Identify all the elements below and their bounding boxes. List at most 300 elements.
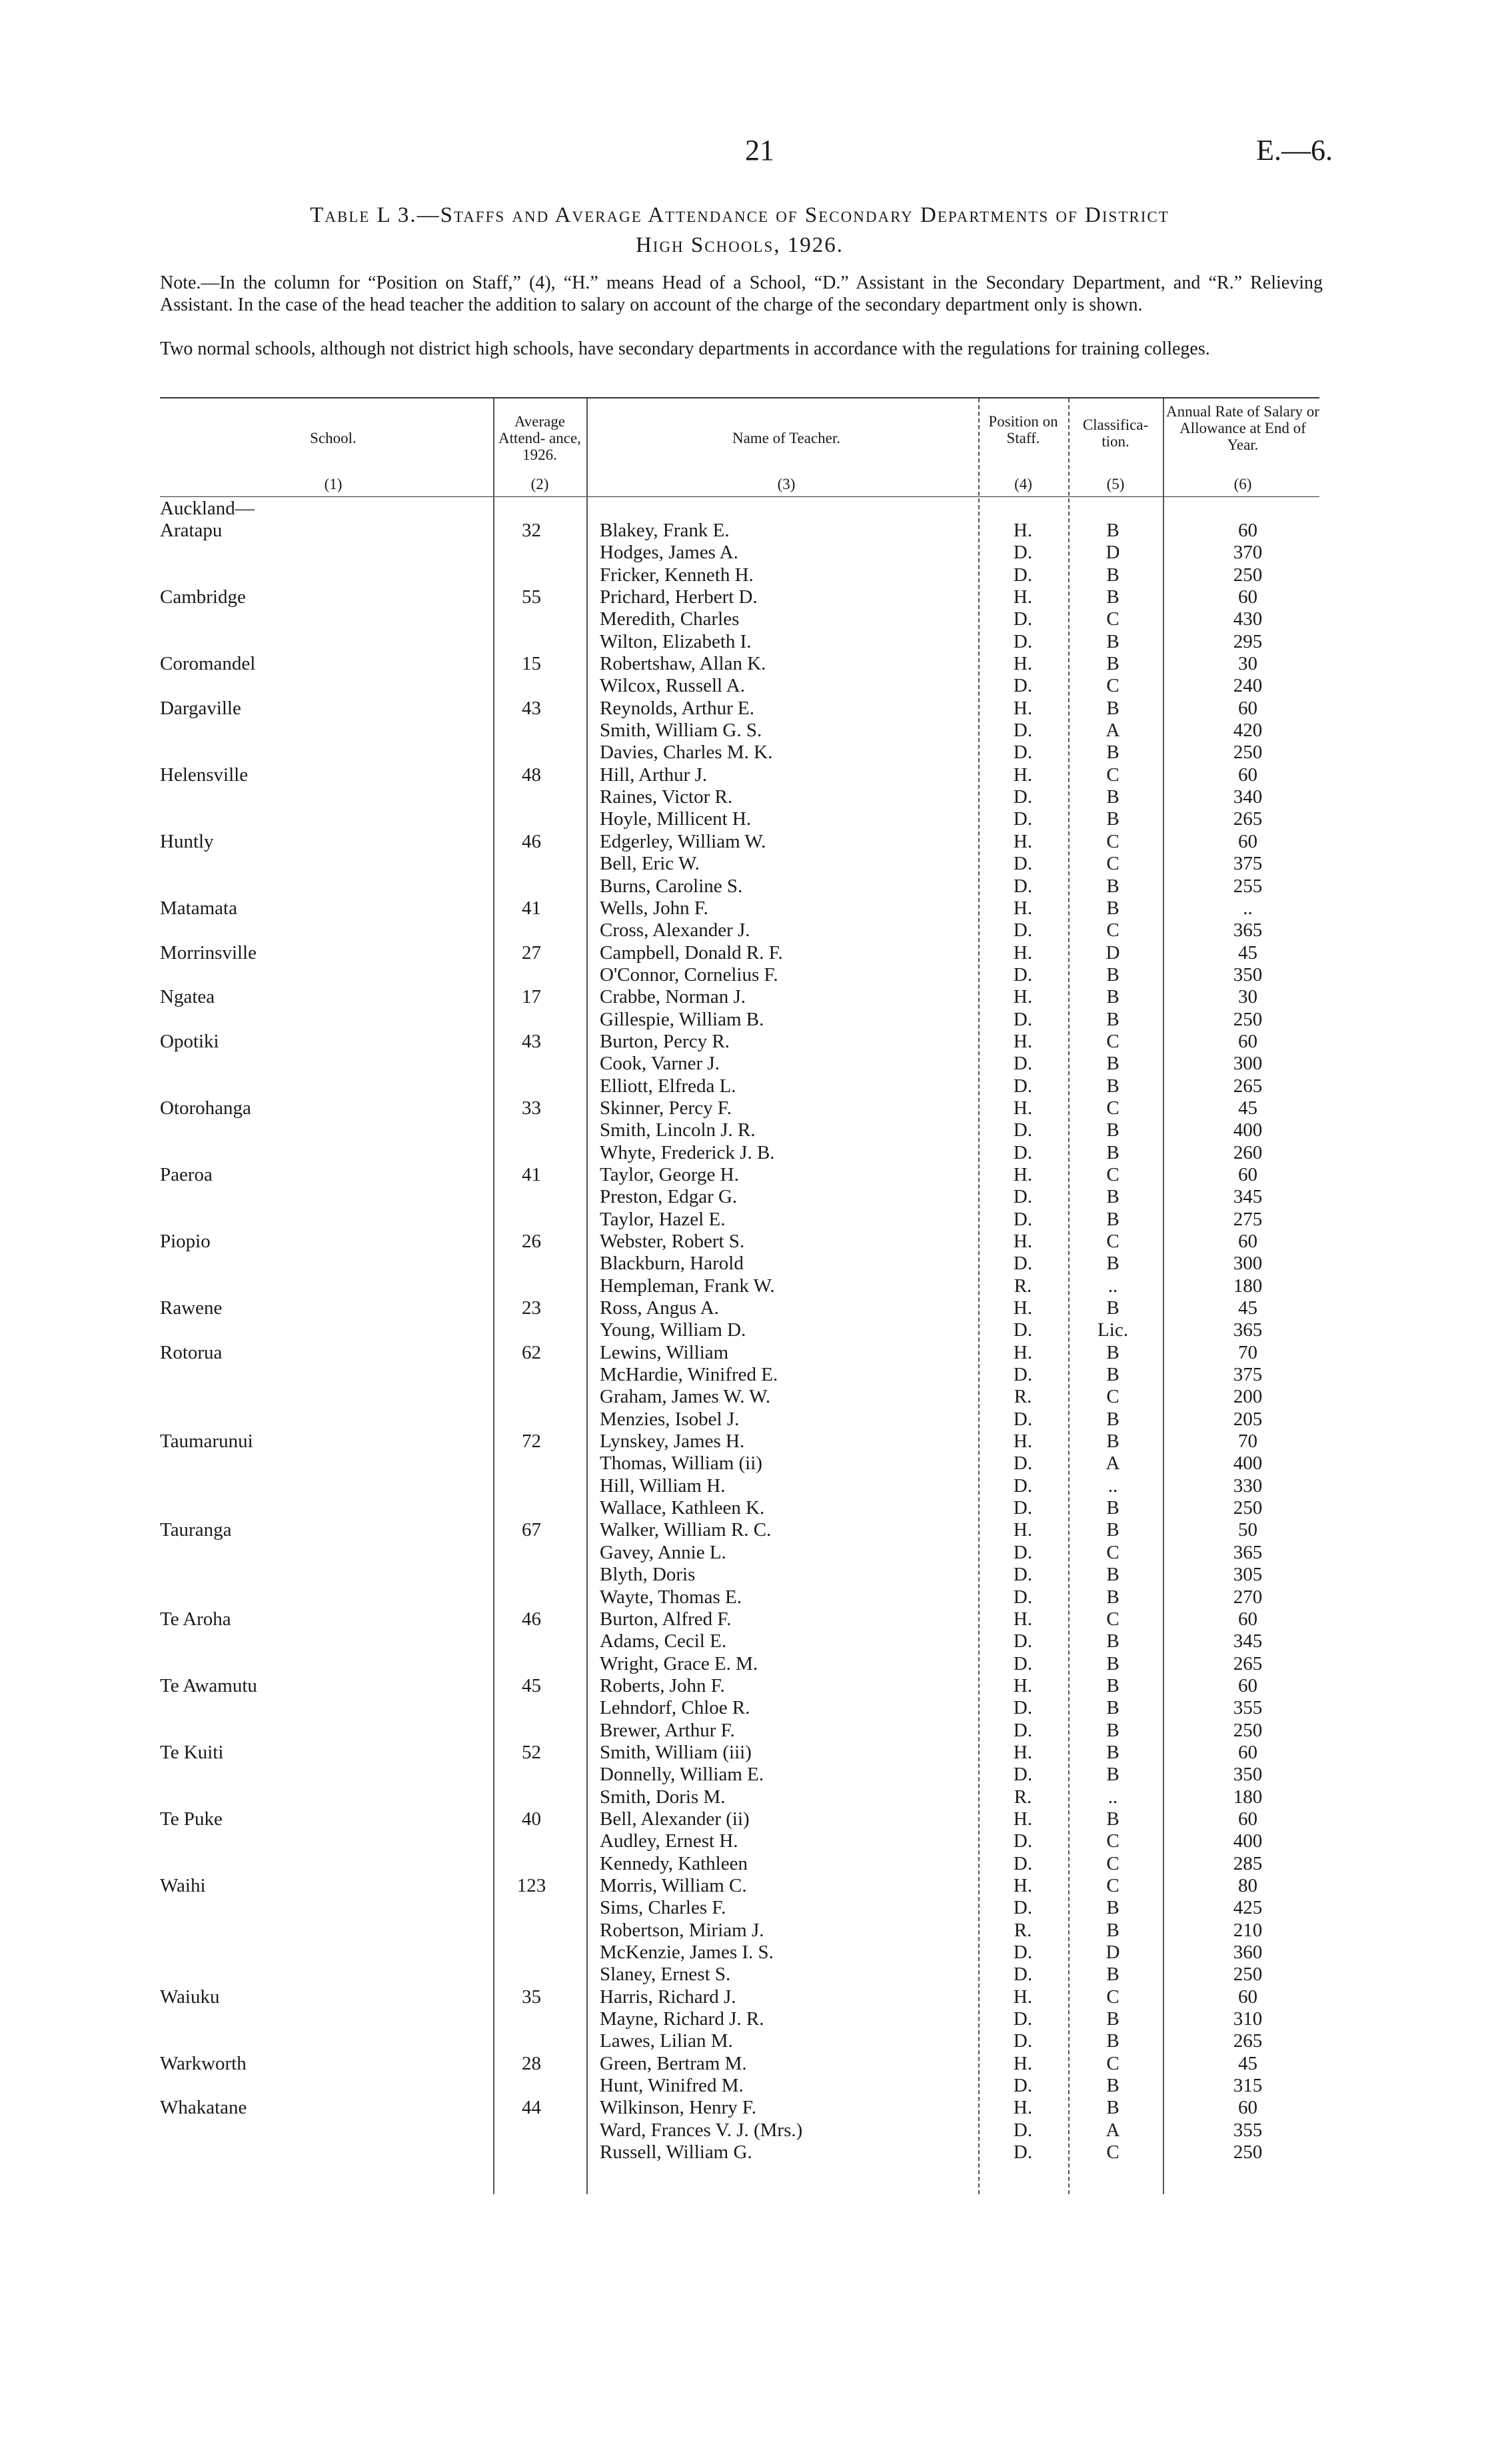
position-on-staff: D. xyxy=(1013,1852,1033,1874)
classification: B xyxy=(1106,1341,1120,1363)
table-row xyxy=(160,1386,1319,1408)
table-row xyxy=(160,1497,1319,1519)
header-school: School. xyxy=(310,430,357,446)
position-on-staff: D. xyxy=(1013,1541,1033,1563)
teacher-name: Wells, John F. xyxy=(600,897,708,919)
position-on-staff: H. xyxy=(1013,1986,1033,2008)
salary: 300 xyxy=(1233,1053,1263,1075)
school-name: Ngatea xyxy=(160,986,215,1008)
salary: 250 xyxy=(1233,742,1263,764)
table-row xyxy=(160,1319,1319,1341)
teacher-name: Donnelly, William E. xyxy=(600,1764,764,1786)
classification: C xyxy=(1106,1986,1120,2008)
classification: C xyxy=(1106,1541,1120,1563)
salary: 265 xyxy=(1233,2030,1263,2052)
table-title: Table L 3.—Staffs and Average Attendance of Secondary Departments of District xyxy=(310,203,1169,227)
school-name: Morrinsville xyxy=(160,941,257,963)
teacher-name: Menzies, Isobel J. xyxy=(600,1408,740,1430)
average-attendance: 17 xyxy=(522,986,541,1008)
table-row xyxy=(160,1942,1319,1964)
table-row xyxy=(160,1075,1319,1097)
table-row xyxy=(160,1053,1319,1075)
position-on-staff: R. xyxy=(1014,1275,1032,1297)
table-row xyxy=(160,2120,1319,2142)
classification: B xyxy=(1106,1186,1120,1208)
classification: D xyxy=(1106,542,1120,564)
table-note: Note.—In the column for “Position on Staff,” (4), “H.” means Head of a School, “D.” Assistant in the Secondary Department, and “R.” Relieving Assistant. In the case of the head teacher the addition to salary on account of the charge of the secondary department only is shown. xyxy=(160,273,1323,315)
table-row xyxy=(160,1186,1319,1208)
region-heading: Auckland— xyxy=(160,498,255,519)
salary: 205 xyxy=(1233,1408,1263,1430)
classification: B xyxy=(1106,1141,1120,1163)
teacher-name: Taylor, George H. xyxy=(600,1163,739,1185)
teacher-name: Prichard, Herbert D. xyxy=(600,586,758,608)
school-name: Paeroa xyxy=(160,1163,213,1185)
position-on-staff: D. xyxy=(1013,808,1033,830)
table-row xyxy=(160,2030,1319,2052)
teacher-name: Kennedy, Kathleen xyxy=(600,1852,748,1874)
teacher-name: Skinner, Percy F. xyxy=(600,1097,732,1119)
school-name: Rotorua xyxy=(160,1341,223,1363)
salary: 70 xyxy=(1238,1431,1257,1453)
teacher-name: Young, William D. xyxy=(600,1319,746,1341)
average-attendance: 43 xyxy=(522,1030,541,1052)
table-row xyxy=(160,1097,1319,1119)
position-on-staff: D. xyxy=(1013,1475,1033,1497)
salary: 400 xyxy=(1233,1830,1263,1852)
teacher-name: O'Connor, Cornelius F. xyxy=(600,963,778,985)
position-on-staff: D. xyxy=(1013,2142,1033,2163)
table-row xyxy=(160,1364,1319,1386)
teacher-name: Smith, Doris M. xyxy=(600,1786,726,1808)
position-on-staff: D. xyxy=(1013,608,1033,630)
salary: 45 xyxy=(1238,1097,1257,1119)
school-name: Opotiki xyxy=(160,1030,219,1052)
table-row xyxy=(160,1409,1319,1431)
salary: 250 xyxy=(1233,1497,1263,1519)
average-attendance: 46 xyxy=(522,830,541,852)
salary: 250 xyxy=(1233,1008,1263,1030)
table-row xyxy=(160,1720,1319,1742)
table-row xyxy=(160,853,1319,875)
classification: B xyxy=(1106,2097,1120,2119)
teacher-name: Roberts, John F. xyxy=(600,1674,725,1696)
table-row xyxy=(160,1742,1319,1764)
position-on-staff: H. xyxy=(1013,986,1033,1008)
teacher-name: Hill, Arthur J. xyxy=(600,764,708,786)
teacher-name: Whyte, Frederick J. B. xyxy=(600,1141,775,1163)
position-on-staff: D. xyxy=(1013,2075,1033,2097)
classification: B xyxy=(1106,1630,1120,1652)
table-row xyxy=(160,920,1319,941)
teacher-name: Lynskey, James H. xyxy=(600,1431,745,1453)
table-row xyxy=(160,520,1319,542)
classification: Lic. xyxy=(1098,1319,1128,1341)
salary: 400 xyxy=(1233,1453,1263,1475)
salary: 180 xyxy=(1233,1275,1263,1297)
position-on-staff: H. xyxy=(1013,697,1033,719)
classification: B xyxy=(1106,986,1120,1008)
classification: B xyxy=(1106,1674,1120,1696)
average-attendance: 26 xyxy=(522,1231,541,1252)
position-on-staff: D. xyxy=(1013,1364,1033,1386)
position-on-staff: H. xyxy=(1013,1431,1033,1453)
classification: B xyxy=(1106,1519,1120,1541)
school-name: Te Awamutu xyxy=(160,1674,257,1696)
table-row xyxy=(160,564,1319,586)
classification: B xyxy=(1106,808,1120,830)
salary: 330 xyxy=(1233,1475,1263,1497)
position-on-staff: D. xyxy=(1013,720,1033,742)
position-on-staff: D. xyxy=(1013,1630,1033,1652)
position-on-staff: D. xyxy=(1013,1186,1033,1208)
table-note-normal-schools: Two normal schools, although not district high schools, have secondary departments in accordance with the regulations for training colleges. xyxy=(160,338,1210,359)
table-row xyxy=(160,720,1319,742)
salary: 375 xyxy=(1233,853,1263,875)
classification: B xyxy=(1106,1697,1120,1719)
page-number: 21 xyxy=(745,134,774,167)
classification: B xyxy=(1106,875,1120,897)
table-row xyxy=(160,1630,1319,1652)
position-on-staff: H. xyxy=(1013,1874,1033,1896)
salary: 45 xyxy=(1238,2052,1257,2074)
classification: B xyxy=(1106,1075,1120,1097)
position-on-staff: H. xyxy=(1013,1297,1033,1319)
school-name: Tauranga xyxy=(160,1519,232,1541)
classification: B xyxy=(1106,520,1120,541)
salary: 60 xyxy=(1238,520,1257,541)
average-attendance: 27 xyxy=(522,941,541,963)
school-name: Warkworth xyxy=(160,2052,247,2074)
classification: C xyxy=(1106,2052,1120,2074)
position-on-staff: H. xyxy=(1013,1097,1033,1119)
position-on-staff: D. xyxy=(1013,1319,1033,1341)
salary: 425 xyxy=(1233,1897,1263,1919)
position-on-staff: D. xyxy=(1013,1453,1033,1475)
position-on-staff: D. xyxy=(1013,742,1033,764)
salary: 345 xyxy=(1233,1630,1263,1652)
position-on-staff: D. xyxy=(1013,1564,1033,1586)
salary: 60 xyxy=(1238,1986,1257,2008)
table-row xyxy=(160,1542,1319,1564)
salary: 365 xyxy=(1233,1319,1263,1341)
average-attendance: 55 xyxy=(522,586,541,608)
teacher-name: Campbell, Donald R. F. xyxy=(600,941,783,963)
table-row xyxy=(160,1231,1319,1253)
average-attendance: 62 xyxy=(522,1341,541,1363)
teacher-name: Reynolds, Arthur E. xyxy=(600,697,754,719)
classification: C xyxy=(1106,764,1120,786)
table-row xyxy=(160,608,1319,630)
position-on-staff: R. xyxy=(1014,1386,1032,1408)
salary: 250 xyxy=(1233,564,1263,586)
position-on-staff: H. xyxy=(1013,1808,1033,1830)
position-on-staff: H. xyxy=(1013,1519,1033,1541)
average-attendance: 46 xyxy=(522,1608,541,1630)
position-on-staff: R. xyxy=(1014,1919,1032,1941)
table-row xyxy=(160,1031,1319,1053)
header-position: Position on Staff. xyxy=(988,413,1058,446)
classification: C xyxy=(1106,1874,1120,1896)
table-row xyxy=(160,1431,1319,1453)
table-row xyxy=(160,586,1319,608)
table-row xyxy=(160,1608,1319,1630)
teacher-name: McHardie, Winifred E. xyxy=(600,1364,778,1386)
salary: 30 xyxy=(1238,653,1257,675)
table-row xyxy=(160,1119,1319,1141)
average-attendance: 40 xyxy=(522,1808,541,1830)
teacher-name: Smith, Lincoln J. R. xyxy=(600,1119,756,1141)
school-name: Dargaville xyxy=(160,697,241,719)
position-on-staff: D. xyxy=(1013,1942,1033,1963)
salary: 260 xyxy=(1233,1141,1263,1163)
position-on-staff: H. xyxy=(1013,2052,1033,2074)
salary: 355 xyxy=(1233,1697,1263,1719)
table-row xyxy=(160,2075,1319,2097)
classification: .. xyxy=(1108,1786,1118,1808)
average-attendance: 123 xyxy=(516,1874,546,1896)
table-row xyxy=(160,808,1319,830)
school-name: Rawene xyxy=(160,1297,223,1319)
teacher-name: Gavey, Annie L. xyxy=(600,1541,726,1563)
classification: C xyxy=(1106,1163,1120,1185)
classification: B xyxy=(1106,2008,1120,2030)
position-on-staff: H. xyxy=(1013,1674,1033,1696)
classification: D xyxy=(1106,1942,1120,1963)
classification: B xyxy=(1106,1431,1120,1453)
classification: B xyxy=(1106,1897,1120,1919)
teacher-name: Bell, Alexander (ii) xyxy=(600,1808,750,1830)
table-row xyxy=(160,876,1319,898)
classification: A xyxy=(1106,1453,1120,1475)
classification: B xyxy=(1106,1719,1120,1741)
salary: 295 xyxy=(1233,630,1263,652)
position-on-staff: D. xyxy=(1013,1697,1033,1719)
table-row xyxy=(160,1986,1319,2008)
classification: B xyxy=(1106,697,1120,719)
salary: 45 xyxy=(1238,941,1257,963)
table-row xyxy=(160,964,1319,986)
salary: 60 xyxy=(1238,697,1257,719)
school-name: Waiuku xyxy=(160,1986,220,2008)
teacher-name: Taylor, Hazel E. xyxy=(600,1208,726,1230)
classification: C xyxy=(1106,1030,1120,1052)
classification: B xyxy=(1106,1586,1120,1608)
table-row xyxy=(160,631,1319,653)
classification: B xyxy=(1106,2075,1120,2097)
header-bottom-rule xyxy=(160,496,1319,497)
classification: C xyxy=(1106,675,1120,697)
salary: 365 xyxy=(1233,1541,1263,1563)
table-row xyxy=(160,1164,1319,1186)
classification: .. xyxy=(1108,1475,1118,1497)
table-row xyxy=(160,1808,1319,1830)
classification: C xyxy=(1106,1097,1120,1119)
teacher-name: Sims, Charles F. xyxy=(600,1897,726,1919)
classification: C xyxy=(1106,1386,1120,1408)
teacher-name: Fricker, Kenneth H. xyxy=(600,564,754,586)
classification: B xyxy=(1106,1208,1120,1230)
average-attendance: 44 xyxy=(522,2097,541,2119)
salary: 350 xyxy=(1233,963,1263,985)
classification: B xyxy=(1106,1741,1120,1763)
classification: B xyxy=(1106,1119,1120,1141)
table-row xyxy=(160,675,1319,697)
salary: 45 xyxy=(1238,1297,1257,1319)
classification: B xyxy=(1106,653,1120,675)
salary: 285 xyxy=(1233,1852,1263,1874)
teacher-name: Wilcox, Russell A. xyxy=(600,675,745,697)
salary: 180 xyxy=(1233,1786,1263,1808)
salary: 305 xyxy=(1233,1564,1263,1586)
average-attendance: 52 xyxy=(522,1741,541,1763)
table-row xyxy=(160,1853,1319,1875)
table-row xyxy=(160,1564,1319,1586)
position-on-staff: H. xyxy=(1013,1030,1033,1052)
header-salary: Annual Rate of Salary or Allowance at End of Year. xyxy=(1166,403,1319,453)
position-on-staff: D. xyxy=(1013,1208,1033,1230)
salary: .. xyxy=(1243,897,1253,919)
classification: B xyxy=(1106,1919,1120,1941)
table-row xyxy=(160,698,1319,720)
classification: C xyxy=(1106,1830,1120,1852)
salary: 265 xyxy=(1233,1652,1263,1674)
teacher-name: Gillespie, William B. xyxy=(600,1008,764,1030)
table-row xyxy=(160,942,1319,964)
average-attendance: 41 xyxy=(522,1163,541,1185)
teacher-name: Walker, William R. C. xyxy=(600,1519,772,1541)
staff-table-body xyxy=(160,498,1319,2163)
teacher-name: Burton, Percy R. xyxy=(600,1030,730,1052)
position-on-staff: D. xyxy=(1013,1141,1033,1163)
header-teacher: Name of Teacher. xyxy=(732,430,841,446)
teacher-name: McKenzie, James I. S. xyxy=(600,1942,774,1963)
table-row xyxy=(160,1586,1319,1608)
classification: B xyxy=(1106,1408,1120,1430)
teacher-name: Robertson, Miriam J. xyxy=(600,1919,764,1941)
salary: 60 xyxy=(1238,2097,1257,2119)
classification: C xyxy=(1106,1608,1120,1630)
position-on-staff: D. xyxy=(1013,1408,1033,1430)
teacher-name: Thomas, William (ii) xyxy=(600,1453,762,1475)
salary: 240 xyxy=(1233,675,1263,697)
classification: B xyxy=(1106,1764,1120,1786)
classification: B xyxy=(1106,1564,1120,1586)
average-attendance: 67 xyxy=(522,1519,541,1541)
position-on-staff: D. xyxy=(1013,1119,1033,1141)
position-on-staff: H. xyxy=(1013,764,1033,786)
classification: D xyxy=(1106,941,1120,963)
school-name: Te Puke xyxy=(160,1808,223,1830)
average-attendance: 48 xyxy=(522,764,541,786)
teacher-name: Hill, William H. xyxy=(600,1475,726,1497)
table-row xyxy=(160,2053,1319,2075)
school-name: Te Kuiti xyxy=(160,1741,224,1763)
teacher-name: Adams, Cecil E. xyxy=(600,1630,727,1652)
school-name: Piopio xyxy=(160,1231,211,1252)
average-attendance: 41 xyxy=(522,897,541,919)
teacher-name: Preston, Edgar G. xyxy=(600,1186,738,1208)
position-on-staff: D. xyxy=(1013,2008,1033,2030)
teacher-name: Smith, William (iii) xyxy=(600,1741,752,1763)
position-on-staff: H. xyxy=(1013,586,1033,608)
salary: 60 xyxy=(1238,1231,1257,1252)
school-name: Waihi xyxy=(160,1874,206,1896)
salary: 60 xyxy=(1238,1030,1257,1052)
position-on-staff: D. xyxy=(1013,564,1033,586)
teacher-name: Russell, William G. xyxy=(600,2142,752,2163)
position-on-staff: D. xyxy=(1013,542,1033,564)
position-on-staff: D. xyxy=(1013,1075,1033,1097)
position-on-staff: D. xyxy=(1013,1764,1033,1786)
salary: 350 xyxy=(1233,1764,1263,1786)
table-row xyxy=(160,1764,1319,1786)
position-on-staff: H. xyxy=(1013,830,1033,852)
average-attendance: 43 xyxy=(522,697,541,719)
teacher-name: Smith, William G. S. xyxy=(600,720,762,742)
position-on-staff: H. xyxy=(1013,941,1033,963)
position-on-staff: D. xyxy=(1013,963,1033,985)
column-number: (6) xyxy=(1233,476,1252,492)
classification: B xyxy=(1106,1497,1120,1519)
position-on-staff: H. xyxy=(1013,653,1033,675)
teacher-name: Hoyle, Millicent H. xyxy=(600,808,752,830)
salary: 400 xyxy=(1233,1119,1263,1141)
position-on-staff: H. xyxy=(1013,1741,1033,1763)
average-attendance: 28 xyxy=(522,2052,541,2074)
table-row xyxy=(160,898,1319,920)
table-row xyxy=(160,1142,1319,1164)
table-row xyxy=(160,1920,1319,1942)
column-number: (3) xyxy=(777,476,796,492)
classification: B xyxy=(1106,1253,1120,1275)
school-name: Te Aroha xyxy=(160,1608,231,1630)
teacher-name: Graham, James W. W. xyxy=(600,1386,771,1408)
salary: 250 xyxy=(1233,2142,1263,2163)
table-row xyxy=(160,1453,1319,1475)
table-row xyxy=(160,986,1319,1008)
table-row xyxy=(160,1653,1319,1675)
classification: C xyxy=(1106,2142,1120,2163)
teacher-name: Hunt, Winifred M. xyxy=(600,2075,744,2097)
school-name: Whakatane xyxy=(160,2097,247,2119)
classification: B xyxy=(1106,564,1120,586)
teacher-name: Lewins, William xyxy=(600,1341,729,1363)
table-row xyxy=(160,1786,1319,1808)
classification: B xyxy=(1106,630,1120,652)
classification: C xyxy=(1106,853,1120,875)
table-row xyxy=(160,786,1319,808)
teacher-name: Wilton, Elizabeth I. xyxy=(600,630,752,652)
salary: 60 xyxy=(1238,764,1257,786)
teacher-name: Wilkinson, Henry F. xyxy=(600,2097,756,2119)
salary: 60 xyxy=(1238,1674,1257,1696)
column-number: (4) xyxy=(1014,476,1032,492)
header-attendance: Average Attend- ance, 1926. xyxy=(498,413,581,463)
table-row xyxy=(160,742,1319,764)
classification: .. xyxy=(1108,1275,1118,1297)
teacher-name: Cross, Alexander J. xyxy=(600,920,750,941)
table-row xyxy=(160,1675,1319,1697)
classification: B xyxy=(1106,963,1120,985)
position-on-staff: D. xyxy=(1013,1497,1033,1519)
salary: 30 xyxy=(1238,986,1257,1008)
teacher-name: Edgerley, William W. xyxy=(600,830,766,852)
classification: A xyxy=(1106,2119,1120,2141)
salary: 360 xyxy=(1233,1942,1263,1963)
position-on-staff: H. xyxy=(1013,1341,1033,1363)
salary: 345 xyxy=(1233,1186,1263,1208)
